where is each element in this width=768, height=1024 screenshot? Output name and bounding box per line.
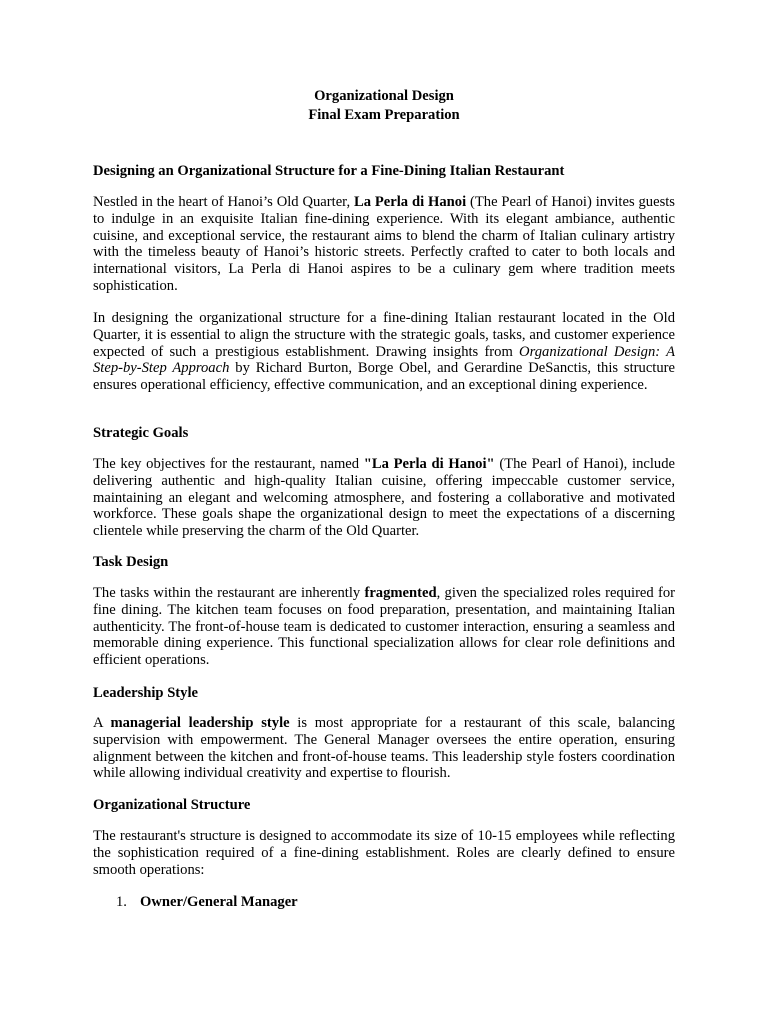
document-subtitle: Final Exam Preparation — [308, 107, 460, 123]
org-structure-paragraph: The restaurant's structure is designed to accommodate its size of 10-15 employees while reflecting the sophistication required of a fine-dining establishment. Roles are clearly defined to ensure smooth operations: — [93, 828, 675, 878]
strategic-goals-paragraph: The key objectives for the restaurant, named "La Perla di Hanoi" (The Pearl of Hanoi), include delivering authentic and high-quality Italian cuisine, offering impeccable customer service, maintaining an elegant and welcoming atmosphere, and fostering a collaborative and motivated workforce. These goals shape the organizational design to meet the expectations of a discerning clientele while preserving the charm of the Old Quarter. — [93, 456, 675, 540]
leadership-style-heading: Leadership Style — [93, 685, 198, 701]
document-title: Organizational Design — [314, 88, 454, 104]
list-item — [116, 893, 298, 911]
intro-paragraph-1: Nestled in the heart of Hanoi’s Old Quarter, La Perla di Hanoi (The Pearl of Hanoi) invites guests to indulge in an exquisite Italian fine-dining experience. With its elegant ambiance, authentic cuisine, and exceptional service, the restaurant aims to blend the charm of Italian culinary artistry with the timeless beauty of Hanoi’s historic streets. Perfectly crafted to cater to both locals and international visitors, La Perla di Hanoi aspires to be a culinary gem where tradition meets sophistication. — [93, 194, 675, 294]
intro-paragraph-2: In designing the organizational structure for a fine-dining Italian restaurant located in the Old Quarter, it is essential to align the structure with the strategic goals, tasks, and customer experience expected of such a prestigious establishment. Drawing insights from Organizational Design: A Step-by-Step Approach by Richard Burton, Borge Obel, and Gerardine DeSanctis, this structure ensures operational efficiency, effective communication, and an exceptional dining experience. — [93, 310, 675, 394]
leadership-style-paragraph: A managerial leadership style is most appropriate for a restaurant of this scale, balancing supervision with empowerment. The General Manager oversees the entire operation, ensuring alignment between the kitchen and front-of-house teams. This leadership style fosters coordination while allowing individual creativity and expertise to flourish. — [93, 715, 675, 782]
task-design-heading: Task Design — [93, 554, 169, 570]
list-item-label: Owner/General Manager — [140, 894, 298, 910]
task-design-paragraph: The tasks within the restaurant are inherently fragmented, given the specialized roles required for fine dining. The kitchen team focuses on food preparation, presentation, and maintaining Italian authenticity. The front-of-house team is dedicated to customer interaction, ensuring a seamless and memorable dining experience. This functional specialization allows for clear role definitions and efficient operations. — [93, 585, 675, 669]
strategic-goals-heading: Strategic Goals — [93, 425, 189, 441]
org-structure-heading: Organizational Structure — [93, 797, 251, 813]
document-heading: Designing an Organizational Structure for a Fine-Dining Italian Restaurant — [93, 163, 565, 179]
list-item-number: 1. — [116, 894, 127, 910]
